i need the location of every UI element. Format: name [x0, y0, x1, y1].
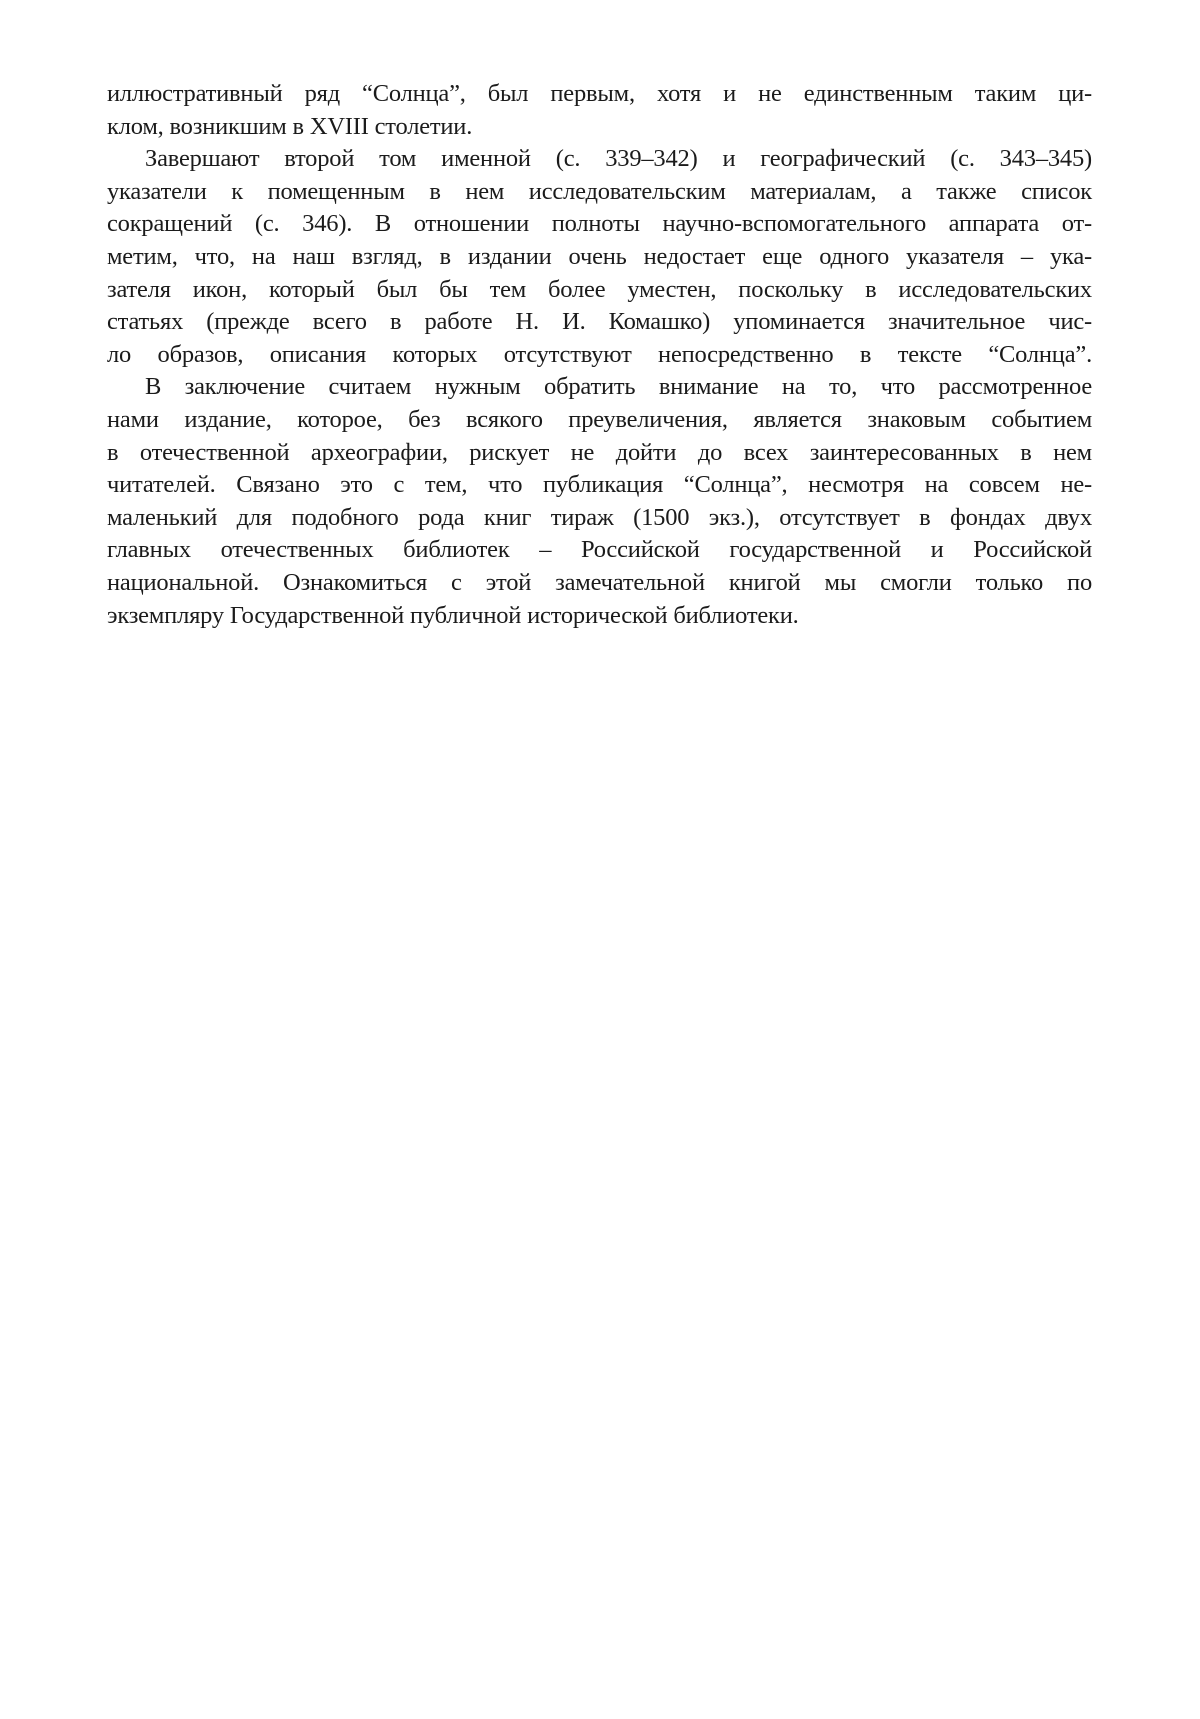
text-line: в отечественной археографии, рискует не дойти до всех заинтересованных в нем	[107, 438, 1092, 466]
text-line: главных отечественных библиотек – Российской государственной и Российской	[107, 536, 1092, 564]
text-line: сокращений (с. 346). В отношении полноты научно-вспомогательного аппарата от-	[107, 210, 1092, 238]
text-line: читателей. Связано это с тем, что публикация “Солнца”, несмотря на совсем не-	[107, 471, 1092, 499]
text-line: маленький для подобного рода книг тираж (1500 экз.), отсутствует в фондах двух	[107, 503, 1092, 531]
text-line: национальной. Ознакомиться с этой замечательной книгой мы смогли только по	[107, 568, 1092, 596]
text-line: метим, что, на наш взгляд, в издании очень недостает еще одного указателя – ука-	[107, 242, 1092, 270]
text-line: зателя икон, который был бы тем более уместен, поскольку в исследовательских	[107, 275, 1092, 303]
text-line: экземпляру Государственной публичной исторической библиотеки.	[107, 601, 799, 629]
text-line: В заключение считаем нужным обратить внимание на то, что рассмотренное	[145, 373, 1092, 401]
text-line: клом, возникшим в XVIII столетии.	[107, 112, 473, 140]
text-line: ло образов, описания которых отсутствуют непосредственно в тексте “Солнца”.	[107, 340, 1092, 368]
text-line: нами издание, которое, без всякого преувеличения, является знаковым событием	[107, 405, 1092, 433]
text-line: иллюстративный ряд “Солнца”, был первым, хотя и не единственным таким ци-	[107, 80, 1092, 107]
text-line: Завершают второй том именной (с. 339–342) и географический (с. 343–345)	[145, 145, 1092, 173]
text-line: статьях (прежде всего в работе Н. И. Комашко) упоминается значительное чис-	[107, 308, 1092, 336]
body-text	[107, 78, 1092, 632]
text-line: указатели к помещенным в нем исследовательским материалам, а также список	[107, 177, 1092, 205]
